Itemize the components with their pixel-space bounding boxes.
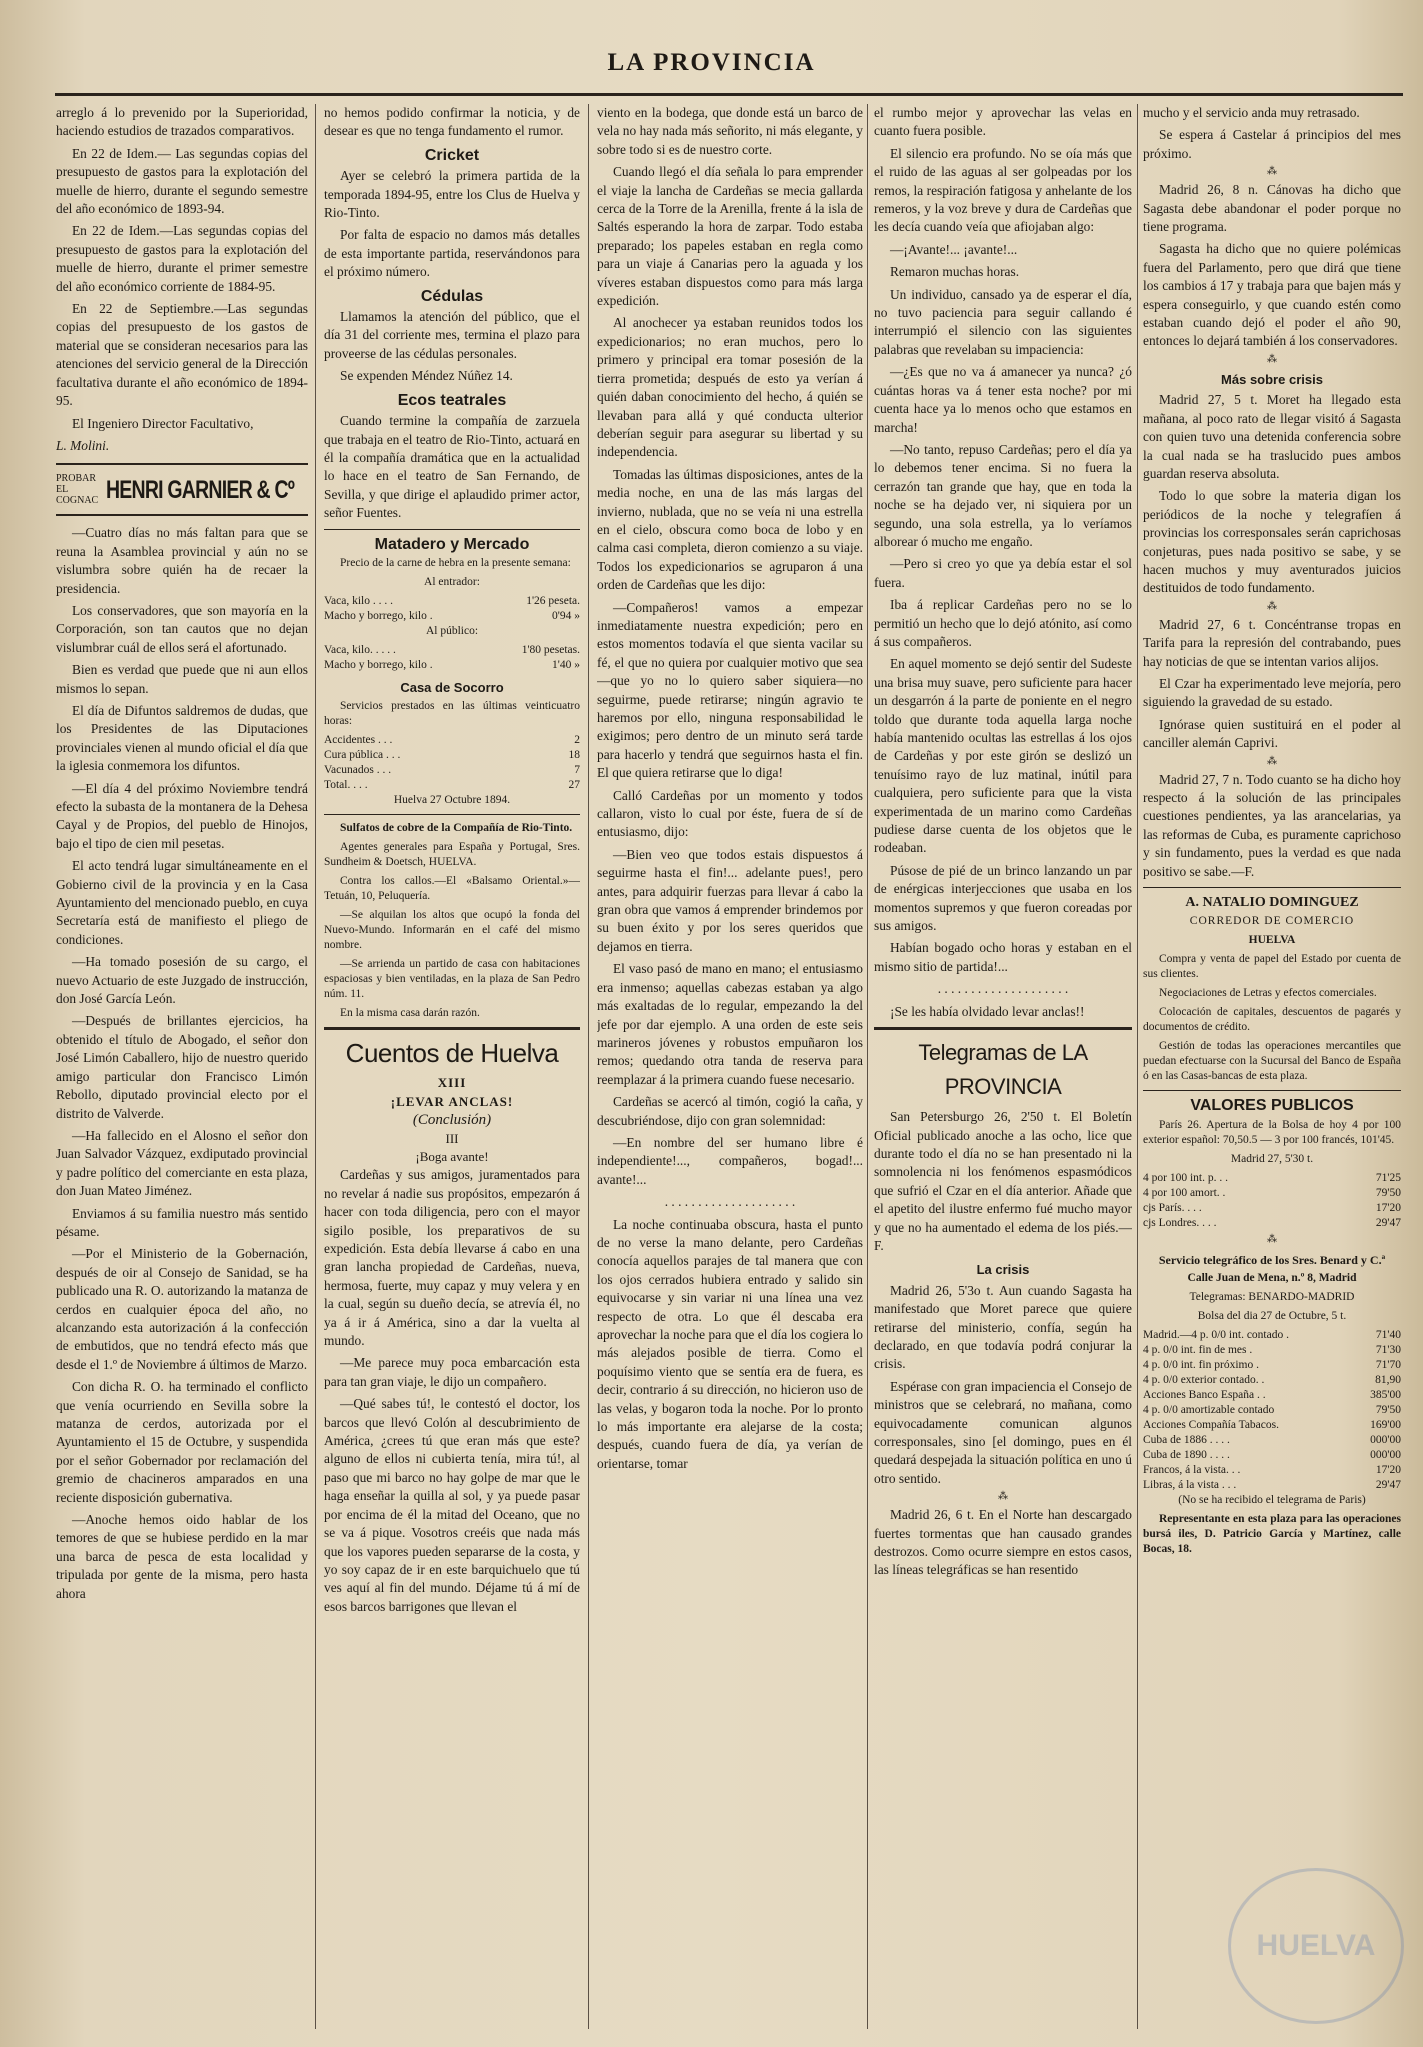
news-item: El día de Difuntos saldremos de dudas, que los Presidentes de las Diputaciones provinciales vienen al mundo oficial el día que la iglesia conmemora los difuntos.	[56, 702, 308, 774]
table-row	[1143, 1343, 1401, 1358]
section-heading: Matadero y Mercado	[374, 535, 530, 553]
separator-asterisks: ⁂	[998, 1491, 1008, 1503]
separator-asterisks: ⁂	[1267, 755, 1277, 767]
table-row	[1143, 1216, 1401, 1231]
classified-ad: Contra los callos.—El «Balsamo Oriental.»—Tetuán, 10, Peluquería.	[324, 875, 580, 903]
news-item: —Por el Ministerio de la Gobernación, después de oir al Consejo de Sanidad, se ha publicado una R. O. autorizando la matanza de cerdos en cualquier época del año, no alcanzando esta autorización á la confección de embutidos, que no tendrá efecto más que desde el 1.º de Noviembre á últimos de Marzo.	[56, 1246, 308, 1372]
story-paragraph: El silencio era profundo. No se oía más que el ruido de las aguas al ser golpeadas por los remos, la respiración fatigosa y anhelante de los remeros, y la voz breve y dura de Cardeñas que les decía cuando veía que afiojaban algo:	[874, 145, 1132, 235]
story-conclusion: (Conclusión)	[412, 1112, 492, 1129]
dateline: Huelva 27 Octubre 1894.	[393, 794, 511, 807]
story-paragraph: —Bien veo que todos estais dispuestos á seguirme hasta el fin!... adelante pues!, pero antes, para adquirir fuerzas para llevar á cabo la gran obra que vamos á emprender brindemos por su buen éxito y por los seres queridos que dejamos en tierra.	[597, 846, 863, 954]
story-paragraph: Cuando llegó el día señala lo para emprender el viaje la lancha de Cardeñas se mecia gallarda cerca de la Torre de la Arenilla, frente á la isla de Saltés esperando la hora de zarpar. Todo estaba preparado; los papeles estaban en regla como para un viaje á Canarias pero la aguada y los víveres estaban dispuestos como para más larga expedición.	[597, 164, 863, 309]
story-paragraph: —No tanto, repuso Cardeñas; pero el día ya lo debemos tener encima. Si no fuera la cerrazón tan grande que hay, que en toda la noche se ha dejado ver, ni siquiera por un segundo, una sola estrella, ya lo veríamos alborear ó mucho me engaño.	[874, 441, 1132, 549]
table-row	[1143, 1201, 1401, 1216]
row-value: 1'80 pesetas.	[521, 643, 580, 656]
row-label: Cura pública . . .	[324, 749, 401, 762]
row-value: 000'00	[1370, 1434, 1401, 1447]
signature: L. Molini.	[56, 437, 110, 453]
row-value: 71'30	[1375, 1344, 1401, 1357]
row-value: 000'00	[1370, 1449, 1401, 1462]
newspaper-title: LA PROVINCIA	[607, 49, 816, 76]
classified-ad: Sulfatos de cobre de la Compañía de Rio-Tinto.	[340, 822, 573, 835]
table-row	[1143, 1418, 1401, 1433]
masthead	[0, 38, 1423, 98]
column-divider	[315, 104, 316, 2029]
classified-ad: Agentes generales para España y Portugal, Sres. Sundheim & Doetsch, HUELVA.	[324, 841, 580, 869]
news-item: Enviamos á su familia nuestro más sentido pésame.	[56, 1205, 308, 1239]
story-paragraph: Al anochecer ya estaban reunidos todos los expedicionarios; no eran muchos, pero lo primero y principal era tomar posesión de la tierra prometida; después de esto ya verían á quién daban conocimiento del hecho, á quién se llevaban para allá y qué conducta ulterior deberían seguir para asegurar su libertad y su independencia.	[597, 315, 863, 460]
story-paragraph: el rumbo mejor y aprovechar las velas en cuanto fuera posible.	[874, 105, 1132, 139]
broker-name: A. NATALIO DOMINGUEZ	[1185, 895, 1359, 911]
story-paragraph: El vaso pasó de mano en mano; el entusiasmo era inmenso; aquellas cabezas estaban ya algo más exaltadas de lo regular, empezando la del jefe por dar ejemplo. A una orden de este seis marineros jóvenes y robustos empuñaron los remos; quedando otra tanda de reserva para reemplazar á la primera cuando fuese necesario.	[597, 961, 863, 1087]
news-item: —Después de brillantes ejercicios, ha obtenido el título de Abogado, el señor don José Limón Caballero, hijo de nuestro querido amigo particular don Francisco Limón Rebollo, diputado provincial electo por el distrito de Valverde.	[56, 1013, 308, 1121]
story-paragraph: Habían bogado ocho horas y estaban en el mismo sitio de partida!...	[874, 940, 1132, 974]
story-paragraph: viento en la bodega, que donde está un barco de vela no hay nada más señorito, ni más elegante, y sobre todo si es de nuestro corte.	[597, 105, 863, 157]
table-row	[324, 748, 580, 763]
table-row	[1143, 1463, 1401, 1478]
telegram: Madrid 26, 6 t. En el Norte han descargado fuertes tormentas que han causado grandes destrozos. Como ocurre siempre en estos casos, las líneas telegráficas se han resentido	[874, 1507, 1132, 1578]
telegram: Madrid 27, 5 t. Moret ha llegado esta mañana, al poco rato de llegar visitó á Sagasta con quien tuvo una detenida conferencia sobre la cual nada se ha traslucido pues ambos guardan reserva absoluta.	[1143, 392, 1401, 481]
paragraph: Ayer se celebró la primera partida de la temporada 1894-95, entre los Clus de Huelva y Rio-Tinto.	[324, 168, 580, 221]
row-label: 4 p. 0/0 amortizable contado	[1143, 1404, 1275, 1417]
section-heading: Servicio telegráfico de los Sres. Benard y C.ª	[1158, 1252, 1386, 1267]
classified-ad: —Se arrienda un partido de casa con habitaciones espaciosas y bien ventiladas, en la plaza de San Pedro núm. 11.	[324, 958, 580, 1001]
row-value: 169'00	[1370, 1419, 1401, 1432]
column-1	[56, 104, 308, 2029]
column-2	[324, 104, 580, 2029]
ad-brand: HENRI GARNIER & Cº	[106, 475, 295, 504]
news-item: —Cuatro días no más faltan para que se reuna la Asamblea provincial y aún no se vislumbra sobre quién ha de recaer la presidencia.	[56, 525, 308, 596]
story-subtitle: ¡LEVAR ANCLAS!	[390, 1093, 514, 1109]
story-paragraph: En aquel momento se dejó sentir del Sudeste una brisa muy suave, pero suficiente para hacer un desgarrón á la parte de poniente en el negro toldo que durante toda aquella larga noche había mantenido ocultas las estrellas á los ojos de Cardeñas y por este girón se deslizó un tenuísimo rayo de luz matinal, inútil para cualquiera, pero suficiente para que la vista experimentada de un marino como Cardeñas pudiese darse cuenta de los objetos que le rodeaban.	[874, 656, 1132, 856]
story-paragraph: Cardeñas se acercó al timón, cogió la caña, y descubriéndose, dijo con gran solemnidad:	[597, 1094, 863, 1128]
telegram: Madrid 26, 5'3o t. Aun cuando Sagasta ha manifestado que Moret parece que quiere retirarse del ministerio, confía, según ha declarado, en que todavía podrá conjurar la crisis.	[874, 1282, 1132, 1372]
row-label: 4 por 100 amort. .	[1143, 1186, 1226, 1199]
row-label: Total. . . .	[324, 779, 368, 792]
row-label: 4 p. 0/0 exterior contado. .	[1143, 1374, 1265, 1387]
row-label: 4 p. 0/0 int. fin de mes .	[1143, 1344, 1253, 1357]
paragraph: Llamamos la atención del público, que el día 31 del corriente mes, termina el plazo para proveerse de las cédulas personales.	[324, 309, 580, 361]
row-label: 4 p. 0/0 int. fin próximo .	[1143, 1359, 1259, 1372]
ellipsis-row: . . . . . . . . . . . . . . . . . . . .	[664, 1194, 796, 1210]
row-value: 1'40 »	[552, 658, 580, 671]
row-value: 29'47	[1375, 1216, 1401, 1229]
telegram: Sagasta ha dicho que no quiere polémicas fuera del Parlamento, pero que dirá que tiene los cambios á 17 y trabaja para que bajen más y espera conseguirlo, y que cuando estén como estaban cuando dejó el poder el año 90, entonces lo dejará también á los conservadores.	[1143, 241, 1401, 349]
separator-asterisks: ⁂	[1267, 353, 1277, 365]
telegram: Ignórase quien sustituirá en el poder al canciller alemán Caprivi.	[1143, 716, 1401, 751]
table-row	[1143, 1358, 1401, 1373]
telegram: Espérase con gran impaciencia el Consejo de ministros que se celebrará, no mañana, como equivocadamente comunican algunos corresponsales, sino [el domingo, pues en él quedará despejada la situación política en uno ú otro sentido.	[874, 1378, 1132, 1486]
row-value: 18	[568, 749, 580, 762]
row-value: 7	[574, 764, 580, 777]
row-value: 79'50	[1375, 1186, 1401, 1199]
row-value: 1'26 peseta.	[526, 594, 580, 607]
classified-ad: En la misma casa darán razón.	[340, 1007, 480, 1020]
table-row	[324, 643, 580, 658]
subheading: Al entrador:	[424, 575, 480, 588]
story-paragraph: —Compañeros! vamos a empezar inmediatamente nuestra expedición; pero en estos momentos todavía el que sienta vacilar su fé, el que no quiera por cualquier motivo que sea—que yo no lo quiero saber siquiera—no seguirme, puede retirarse; ningún agravio te haremos por ello, ninguna responsabilidad le exigimos; pero dentro de un minuto será tarde para hacerlo y tendrá que seguirnos hasta el fin. El que quiera retirarse que lo diga!	[597, 599, 863, 781]
row-value: 2	[574, 734, 580, 747]
paragraph: Cuando termine la compañía de zarzuela que trabaja en el teatro de Rio-Tinto, actuará en él la compañía dramática que en la actualidad lo hace en el teatro de San Fernando, de Sevilla, y que dirige el aplaudido primer actor, señor Fuentes.	[324, 413, 580, 521]
divider	[1143, 887, 1401, 888]
row-value: 0'94 »	[552, 609, 580, 622]
bolsa-note: (No se ha recibido el telegrama de Paris)	[1178, 1494, 1366, 1507]
story-paragraph: —Qué sabes tú!, le contestó el doctor, los barcos que llevó Colón al descubrimiento de América, ¿crees tú que eran más que este? alguno de ellos ni cubierta tenía, mira tú!, al paso que mi barco no hay golpe de mar que le haga enseñar la quilla al sol, y ya puede pasar por encima de él la mitad del Oceano, que no se va á pique. Vosotros creéis que nada más que los vapores pueden separarse de la costa, y yo soy capaz de ir en este barquichuelo que tú ves aquí al fin del mundo. Déjame tú á mí de esos barcos barrigones que llevan el	[324, 1396, 580, 1614]
paris-quote: París 26. Apertura de la Bolsa de hoy 4 por 100 exterior español: 70,50.5 — 3 por 100 francés, 101'45.	[1143, 1118, 1401, 1146]
separator-asterisks: ⁂	[1267, 600, 1277, 612]
table-row	[324, 594, 580, 609]
table-row	[324, 763, 580, 778]
table-row	[1143, 1448, 1401, 1463]
paragraph: En 22 de Idem.—Las segundas copias del presupuesto de gastos para la explotación del muelle de hierro, durante el primer semestre del año económico corriente de 1884-95.	[56, 223, 308, 294]
news-item: —Anoche hemos oido hablar de los temores de que se hubiese perdido en la mar una barca de pesca de esta localidad y tripulada por gente de la misma, pero hasta ahora	[56, 1512, 308, 1601]
story-paragraph: Tomadas las últimas disposiciones, antes de la media noche, en una de las más largas del invierno, nublada, que no se veía ni una estrella en el cielo, obscura como boca de lobo y en calma casi completa, dieron comienzo a su viaje. Todos los expedicionarios se agruparon á una orden de Cardeñas que les dijo:	[597, 466, 863, 593]
row-label: Macho y borrego, kilo .	[324, 658, 433, 671]
news-item: Con dicha R. O. ha terminado el conflicto que venía ocurriendo en Sevilla sobre la matanza de cerdos, autorizada por el Ayuntamiento el 15 de Octubre, y suspendida por el señor Gobernador por reclamación del gremio de chacineros amparados en una reciente disposición gubernativa.	[56, 1379, 308, 1505]
telegram: Se espera á Castelar á principios del mes próximo.	[1143, 127, 1401, 161]
story-paragraph: Calló Cardeñas por un momento y todos callaron, visto lo cual por éste, fuera de sí de entusiasmo, dijo:	[597, 787, 863, 840]
row-label: cjs París. . . .	[1143, 1201, 1202, 1214]
paragraph: no hemos podido confirmar la noticia, y de desear es que no tenga fundamento el rumor.	[324, 105, 580, 139]
news-item: El acto tendrá lugar simultáneamente en el Gobierno civil de la provincia y en la Casa Ayuntamiento del mencionado pueblo, en cuya Secretaría está de manifiesto el pliego de condiciones.	[56, 858, 308, 947]
story-paragraph: Remaron muchas horas.	[890, 264, 1020, 280]
table-row	[1143, 1186, 1401, 1201]
row-label: Cuba de 1890 . . . .	[1143, 1449, 1230, 1462]
table-row	[324, 658, 580, 673]
row-label: Vaca, kilo. . . . .	[324, 643, 396, 656]
story-paragraph: —¡Avante!... ¡avante!...	[890, 241, 1018, 257]
column-divider	[588, 104, 589, 2029]
column-divider	[867, 104, 868, 2029]
story-paragraph: ¡Se les había olvidado levar anclas!!	[890, 1003, 1085, 1019]
telegram: Madrid 26, 8 n. Cánovas ha dicho que Sagasta debe abandonar el poder porque no tiene programa.	[1143, 182, 1401, 235]
broker-line: Negociaciones de Letras y efectos comerciales.	[1159, 987, 1377, 1000]
section-heading: Ecos teatrales	[397, 391, 507, 409]
story-paragraph: Cardeñas y sus amigos, juramentados para no revelar á nadie sus propósitos, empezarón á hacer con toda diligencia, pero con el mayor sigilo posible, los preparativos de su expedición. Esta debía llevarse á cabo en una gran lancha propiedad de Cardeñas, nueva, hermosa, fuerte, muy capaz y muy velera y en la cual, según su dueño decía, se atrevía él, no ya á ir á América, sino a dar la vuelta al mundo.	[324, 1167, 580, 1349]
paragraph: El Ingeniero Director Facultativo,	[72, 415, 254, 431]
archive-watermark: HUELVA	[1228, 1868, 1404, 2024]
section-heading: Más sobre crisis	[1221, 371, 1323, 387]
ad-small-text: PROBAR EL COGNAC	[56, 473, 99, 507]
price-table	[324, 594, 580, 624]
service-address: Calle Juan de Mena, n.º 8, Madrid	[1187, 1272, 1357, 1285]
row-value: 17'20	[1375, 1464, 1401, 1477]
paragraph: En 22 de Septiembre.—Las segundas copias del presupuesto de los gastos de material que se consideran necesarios para las atenciones del servicio general de la Dirección facultativa durante el año económico de 1894-95.	[56, 301, 308, 409]
row-value: 71'70	[1375, 1359, 1401, 1372]
separator-asterisks: ⁂	[1267, 166, 1277, 178]
subheading: Al público:	[425, 624, 479, 637]
row-label: Madrid.—4 p. 0/0 int. contado .	[1143, 1329, 1289, 1342]
broker-line: Compra y venta de papel del Estado por cuenta de sus clientes.	[1143, 953, 1401, 981]
section-heading: Cricket	[424, 146, 480, 164]
section-heading: Cédulas	[420, 287, 484, 305]
story-paragraph: Un individuo, cansado ya de esperar el día, no tuvo paciencia para seguir callando é interrumpió el silencio con las siguientes palabras que revelaban su impaciencia:	[874, 286, 1132, 357]
broker-role: CORREDOR DE COMERCIO	[1189, 915, 1355, 928]
telegram: mucho y el servicio anda muy retrasado.	[1143, 105, 1360, 120]
table-row	[324, 609, 580, 624]
price-table	[324, 643, 580, 673]
row-label: Accidentes . . .	[324, 734, 393, 747]
paragraph: arreglo á lo prevenido por la Superioridad, haciendo estudios de trazados comparativos.	[56, 105, 308, 139]
row-value: 71'40	[1375, 1329, 1401, 1342]
story-paragraph: —Pero si creo yo que ya debía estar el sol fuera.	[874, 556, 1132, 590]
column-3	[597, 104, 863, 2029]
table-row	[1143, 1171, 1401, 1186]
row-value: 385'00	[1370, 1389, 1401, 1402]
column-4	[874, 104, 1132, 2029]
masthead-rule	[55, 93, 1403, 96]
madrid-quotes-table	[1143, 1171, 1401, 1231]
column-divider	[1137, 104, 1138, 2029]
table-row	[1143, 1373, 1401, 1388]
table-row	[324, 778, 580, 793]
news-item: —Ha fallecido en el Alosno el señor don Juan Salvador Vázquez, exdiputado provincial y padre político del comerciante en esta plaza, don Juan Mateo Jiménez.	[56, 1127, 308, 1199]
story-part: III	[445, 1130, 459, 1146]
table-row	[1143, 1328, 1401, 1343]
row-value: 27	[568, 779, 580, 792]
telegram: Madrid 27, 7 n. Todo cuanto se ha dicho hoy respecto á la solución de las principales cuestiones pendientes, ya las arancelarias, ya las reformas de Cuba, es puramente caprichoso y sin fundamento, pues la verdad es que nada positivo se sabe.—F.	[1143, 771, 1401, 879]
service-telegraph: Telegramas: BENARDO-MADRID	[1189, 1291, 1355, 1304]
story-part-title: ¡Boga avante!	[415, 1148, 489, 1164]
ellipsis-row: . . . . . . . . . . . . . . . . . . . .	[937, 981, 1069, 997]
table-row	[1143, 1478, 1401, 1493]
row-label: Acciones Compañía Tabacos.	[1143, 1419, 1279, 1432]
news-item: Bien es verdad que puede que ni aun ellos mismos lo sepan.	[56, 662, 308, 696]
story-title: Cuentos de Huelva	[324, 1027, 580, 1070]
row-label: Libras, á la vista . . .	[1143, 1479, 1237, 1492]
row-label: 4 por 100 int. p. . .	[1143, 1171, 1228, 1184]
section-heading: VALORES PUBLICOS	[1190, 1097, 1354, 1115]
separator-asterisks: ⁂	[1267, 1233, 1277, 1245]
table-row	[1143, 1433, 1401, 1448]
representative-note: Representante en esta plaza para las operaciones bursá iles, D. Patricio García y Martínez, calle Bocas, 18.	[1143, 1513, 1401, 1556]
story-paragraph: Púsose de pié de un brinco lanzando un par de enérgicas interjecciones que usaba en los momentos supremos y que fueron coreadas por sus amigos.	[874, 862, 1132, 934]
paragraph: Precio de la carne de hebra en la presente semana:	[340, 556, 571, 569]
news-item: Los conservadores, que son mayoría en la Corporación, son tan cautos que no dejan vislumbrar cuál de ellos será el afortunado.	[56, 602, 308, 655]
telegram: Todo lo que sobre la materia digan los periódicos de la noche y telegrafíen á provincias los corresponsales serán caprichosas conjeturas, pues nada positivo se sabe, y se hacen muchos y muy aventurados juicios destituidos de todo fundamento.	[1143, 488, 1401, 596]
story-paragraph: —En nombre del ser humano libre é independiente!..., compañeros, bogad!... avante!...	[597, 1134, 863, 1187]
row-value: 17'20	[1375, 1201, 1401, 1214]
story-paragraph: Iba á replicar Cardeñas pero no se lo permitió un hecho que lo dejó atónito, así como á sus compañeros.	[874, 597, 1132, 649]
row-label: Vacunados . . .	[324, 764, 392, 777]
broker-city: HUELVA	[1248, 934, 1296, 947]
quote-dateline: Bolsa del dia 27 de Octubre, 5 t.	[1197, 1310, 1347, 1323]
row-value: 29'47	[1375, 1479, 1401, 1492]
paragraph: Se expenden Méndez Núñez 14.	[340, 368, 513, 384]
story-paragraph: —¿Es que no va á amanecer ya nunca? ¿ó cuántas horas va á tener esta noche? por mi cuenta hace ya lo menos ocho que estamos en marcha!	[874, 364, 1132, 435]
quote-dateline: Madrid 27, 5'30 t.	[1230, 1152, 1314, 1165]
divider	[324, 814, 580, 815]
row-label: Macho y borrego, kilo .	[324, 609, 433, 622]
table-row	[1143, 1403, 1401, 1418]
table-row	[324, 733, 580, 748]
telegrams-heading: Telegramas de LA PROVINCIA	[874, 1027, 1132, 1104]
table-row	[1143, 1388, 1401, 1403]
row-label: Francos, á la vista. . .	[1143, 1464, 1241, 1477]
story-number: XIII	[437, 1075, 467, 1091]
cognac-advertisement	[56, 463, 308, 516]
paragraph: En 22 de Idem.— Las segundas copias del presupuesto de gastos para la explotación del muelle de hierro, durante el segundo semestre del año económico de 1893-94.	[56, 145, 308, 217]
news-item: —Ha tomado posesión de su cargo, el nuevo Actuario de este Juzgado de instrucción, don José García León.	[56, 954, 308, 1007]
column-5	[1143, 104, 1401, 2029]
broker-line: Colocación de capitales, descuentos de pagarés y documentos de crédito.	[1143, 1006, 1401, 1034]
broker-line: Gestión de todas las operaciones mercantiles que puedan efectuarse con la Sucursal del Banco de España ó en las Casas-bancas de esta plaza.	[1143, 1040, 1401, 1083]
divider	[324, 529, 580, 530]
news-item: —El día 4 del próximo Noviembre tendrá efecto la subasta de la montanera de la Dehesa Cayal y de Propios, del pueblo de Hinojos, bajo el tipo de cien mil pesetas.	[56, 780, 308, 851]
row-value: 79'50	[1375, 1404, 1401, 1417]
telegram: El Czar ha experimentado leve mejoría, pero siguiendo la gravedad de su estado.	[1143, 675, 1401, 710]
section-heading: La crisis	[976, 1262, 1030, 1278]
row-label: cjs Londres. . . .	[1143, 1216, 1217, 1229]
classified-ad: —Se alquilan los altos que ocupó la fonda del Nuevo-Mundo. Informarán en el café del mismo nombre.	[324, 909, 580, 952]
paragraph: Por falta de espacio no damos más detalles de esta importante partida, reservándonos para el próximo número.	[324, 227, 580, 280]
paragraph: Servicios prestados en las últimas veinticuatro horas:	[324, 700, 580, 728]
row-value: 81,90	[1375, 1374, 1401, 1387]
bolsa-table	[1143, 1328, 1401, 1493]
socorro-table	[324, 733, 580, 793]
telegram: Madrid 27, 6 t. Concéntranse tropas en Tarifa para la represión del contrabando, pues hay noticias de que se intentan varios alijos.	[1143, 616, 1401, 669]
row-label: Vaca, kilo . . . .	[324, 594, 393, 607]
section-heading: Casa de Socorro	[400, 679, 504, 695]
row-label: Acciones Banco España . .	[1143, 1389, 1266, 1402]
row-label: Cuba de 1886 . . . .	[1143, 1434, 1230, 1447]
row-value: 71'25	[1375, 1171, 1401, 1184]
story-paragraph: —Me parece muy poca embarcación esta para tan gran viaje, le dijo un compañero.	[324, 1355, 580, 1389]
telegram: San Petersburgo 26, 2'50 t. El Boletín Oficial publicado anoche a las ocho, lice que durante todo el día no se han presentado ni la somnolencia ni los fenómenos espasmódicos que sufrió el Czar en el día anterior. Añade que el apetito del ilustre enfermo fué mucho mayor y que no ha aumentado el edema de los piés.—F.	[874, 1109, 1132, 1253]
story-paragraph: La noche continuaba obscura, hasta el punto de no verse la mano delante, pero Cardeñas conocía aquellos parajes de tal manera que con los ojos cerrados hubiera entrado y salido sin equivocarse y sin variar ni una línea una vez respecto de otra. Lo que él descaba era aprovechar la noche para que el día los cogiera lo más alejados posible de tierra. Como el poquísimo viento que se sentía era de fuera, es decir, contrario á su dirección, no hicieron uso de las velas, y bogaron toda la noche. Por lo pronto lo más importante era alejarse de la costa; después, cuando fuera de día, ya verían de orientarse, tomar	[597, 1216, 863, 1471]
divider	[1143, 1090, 1401, 1091]
